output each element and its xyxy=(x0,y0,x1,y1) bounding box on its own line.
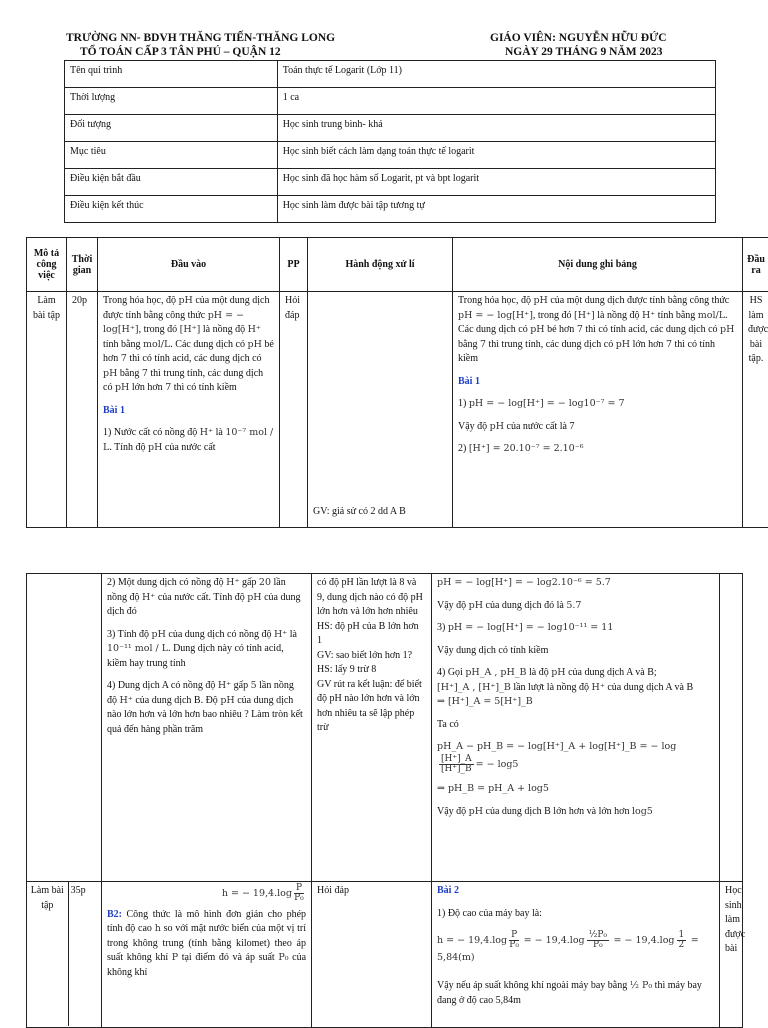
formula-h: h = − 19,4.log $\frac{P}{\text{P₀}}$ xyxy=(107,884,306,904)
action-line: GV: sao biết lớn hơn 1? xyxy=(317,649,426,664)
task-cell xyxy=(27,574,102,882)
exercise-1-title: Bài 1 xyxy=(103,404,274,419)
board-cell xyxy=(453,292,743,528)
lesson-table-part-1 xyxy=(26,237,768,528)
question-4: 4) Dung dịch A có nồng độ H⁺ gấp 5 lần nồng độ H⁺ của dung dịch B. Độ pH của dung dịch nào lớn hơn và lớn hơn bao nhiêu ? Làm tròn kết quả đến hàng phần trăm xyxy=(107,679,306,737)
output-cell: Học sinh làm được bài xyxy=(720,882,743,1028)
table-row xyxy=(27,882,743,1028)
input-cell xyxy=(98,292,280,528)
action-line: HS: lấy 9 trừ 8 xyxy=(317,663,426,678)
info-label: Điều kiện bắt đầu xyxy=(65,169,278,196)
info-row xyxy=(65,196,716,223)
time-cell: 20p xyxy=(67,292,98,528)
info-row xyxy=(65,61,716,88)
info-label: Tên qui trình xyxy=(65,61,278,88)
board-exercise-1-title: Bài 1 xyxy=(458,375,737,390)
board-intro: Trong hóa học, độ pH của một dung dịch được tính bằng công thức pH = − log[H⁺], trong đó [H⁺] là nồng độ H⁺ tính bằng mol/L. Các dung dịch có pH bé hơn 7 thì có tính acid, các dung dịch có pH bằng 7 thì trung tính, các dung dịch có pH lớn hơn 7 thì có tính kiềm xyxy=(458,294,737,367)
problem-2-text: B2: Công thức là mô hình đơn giản cho phép tính độ cao h so với mặt nước biển của một vị trí trong không trung (tính bằng kilomet) theo áp suất không khí P tại điểm đó và áp suất P₀ của không khí xyxy=(107,908,306,981)
info-row xyxy=(65,115,716,142)
method-cell: Hỏi đáp xyxy=(312,882,432,1028)
board-answer-1-conclusion: Vậy độ pH của nước cất là 7 xyxy=(458,420,737,435)
board-cell xyxy=(432,574,720,882)
col-task: Mô tả công việc xyxy=(27,238,67,292)
info-value: 1 ca xyxy=(277,88,715,115)
question-1: 1) Nước cất có nồng độ H⁺ là 10⁻⁷ mol / L. Tính độ pH của nước cất xyxy=(103,426,274,455)
info-value: Toán thực tế Logarit (Lớp 11) xyxy=(277,61,715,88)
school-name: TRƯỜNG NN- BDVH THĂNG TIẾN-THĂNG LONG xyxy=(66,32,335,44)
department-name: TỔ TOÁN CẤP 3 TÂN PHÚ – QUẬN 12 xyxy=(80,46,281,58)
info-label: Đối tượng xyxy=(65,115,278,142)
board-exercise-2-title: Bài 2 xyxy=(437,884,714,899)
board-eq-3: 3) pH = − log[H⁺] = − log10⁻¹¹ = 11 xyxy=(437,621,714,636)
teacher-name: GIÁO VIÊN: NGUYỄN HỮU ĐỨC xyxy=(490,32,667,44)
question-3: 3) Tính độ pH của dung dịch có nồng độ H⁺ là 10⁻¹¹ mol / L. Dung dịch này có tính acid, kiềm hay trung tính xyxy=(107,628,306,672)
action-cell: GV: giả sử có 2 dd A B xyxy=(308,292,453,528)
question-2: 2) Một dung dịch có nồng độ H⁺ gấp 20 lần nồng độ H⁺ của nước cất. Tính độ pH của dung dịch đó xyxy=(107,576,306,620)
task-cell: Làm bài tập xyxy=(27,882,68,1026)
table-row xyxy=(27,292,768,528)
info-value: Học sinh biết cách làm dạng toán thực tế logarit xyxy=(277,142,715,169)
table-row xyxy=(27,574,743,882)
action-line: HS: độ pH của B lớn hơn 1 xyxy=(317,620,426,649)
output-cell: HS làm được bài tập. xyxy=(743,292,768,528)
info-value: Học sinh đã học hàm số Logarit, pt và bpt logarit xyxy=(277,169,715,196)
col-output: Đầu ra xyxy=(743,238,768,292)
lesson-table-part-2 xyxy=(26,573,743,1028)
board-exercise-2-conclusion: Vậy nếu áp suất không khí ngoài máy bay bằng ½ P₀ thì máy bay đang ở độ cao 5,84m xyxy=(437,979,714,1008)
method-cell: Hỏi đáp xyxy=(280,292,308,528)
board-eq-5: ⇒ pH_B = pH_A + log5 xyxy=(437,782,714,797)
board-eq-2: pH = − log[H⁺] = − log2.10⁻⁶ = 5.7 xyxy=(437,576,714,591)
col-board: Nội dung ghi bảng xyxy=(453,238,743,292)
output-cell xyxy=(720,574,743,882)
input-cell xyxy=(102,574,312,882)
board-exercise-2-line-1: 1) Độ cao của máy bay là: xyxy=(437,907,714,922)
info-row xyxy=(65,169,716,196)
board-conclusion-2: Vậy độ pH của dung dịch đó là 5.7 xyxy=(437,599,714,614)
info-label: Thời lượng xyxy=(65,88,278,115)
col-method: PP xyxy=(280,238,308,292)
action-line: có độ pH lần lượt là 8 và 9, dung dịch nào có độ pH lớn hơn và lớn hơn nhiêu xyxy=(317,576,426,620)
board-answer-2: 2) [H⁺] = 20.10⁻⁷ = 2.10⁻⁶ xyxy=(458,442,737,457)
board-h-calculation: h = − 19,4.log $\frac{P}{\text{P₀}}$ = − 19,4.log $\frac{\text{½P₀}}{\text{P₀}}$ = − 19,4.log $\frac{1}{2}$ = 5,84(m) xyxy=(437,931,714,965)
document-date: NGÀY 29 THÁNG 9 NĂM 2023 xyxy=(505,46,663,58)
board-ta-co: Ta có xyxy=(437,718,714,733)
info-value: Học sinh làm được bài tập tương tự xyxy=(277,196,715,223)
board-answer-1: 1) pH = − log[H⁺] = − log10⁻⁷ = 7 xyxy=(458,397,737,412)
col-time: Thời gian xyxy=(67,238,98,292)
board-conclusion-3: Vậy dung dịch có tính kiềm xyxy=(437,644,714,659)
board-eq-4: pH_A − pH_B = − log[H⁺]_A + log[H⁺]_B = − log $\frac{[H^+]\_A}{[H^+]\_B}$ = − log5 xyxy=(437,740,714,774)
info-value: Học sinh trung bình- khá xyxy=(277,115,715,142)
info-label: Mục tiêu xyxy=(65,142,278,169)
col-action: Hành động xử lí xyxy=(308,238,453,292)
time-cell: 35p xyxy=(68,882,101,1026)
board-answer-4: 4) Gọi pH_A , pH_B là độ pH của dung dịch A và B; [H⁺]_A , [H⁺]_B lần lượt là nồng độ H⁺ của dung dịch A và B ⇒ [H⁺]_A = 5[H⁺]_B xyxy=(437,666,714,710)
board-conclusion-4: Vậy độ pH của dung dịch B lớn hơn và lớn hơn log5 xyxy=(437,805,714,820)
action-line: GV rút ra kết luận: để biết độ pH nào lớn hơn và lớn hơn nhiêu ta sẽ lập phép trừ xyxy=(317,678,426,736)
board-cell xyxy=(432,882,720,1028)
task-time-cell xyxy=(27,882,102,1028)
info-label: Điều kiện kết thúc xyxy=(65,196,278,223)
info-row xyxy=(65,88,716,115)
info-table xyxy=(64,60,716,223)
action-cell xyxy=(312,574,432,882)
info-row xyxy=(65,142,716,169)
intro-paragraph: Trong hóa học, độ pH của một dung dịch được tính bằng công thức pH = − log[H⁺], trong đó [H⁺] là nồng độ H⁺ tính bằng mol/L. Các dung dịch có pH bé hơn 7 thì có tính acid, các dung dịch có pH bằng 7 thì trung tính, các dung dịch có pH lớn hơn 7 thì có tính kiềm xyxy=(103,294,274,396)
input-cell xyxy=(102,882,312,1028)
column-header-row xyxy=(27,238,768,292)
col-input: Đầu vào xyxy=(98,238,280,292)
task-cell: Làm bài tập xyxy=(27,292,67,528)
